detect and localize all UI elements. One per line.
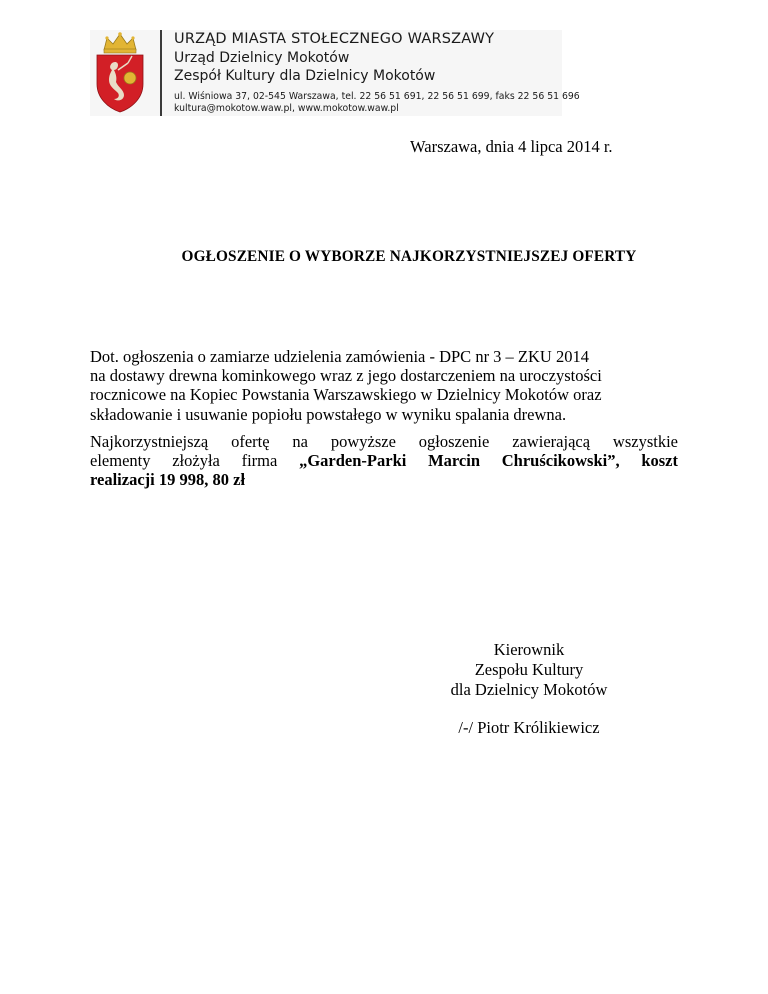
paragraph-line: Dot. ogłoszenia o zamiarze udzielenia zamówienia - DPC nr 3 – ZKU 2014 <box>90 347 589 366</box>
contact-line: kultura@mokotow.waw.pl, www.mokotow.waw.pl <box>174 103 399 114</box>
realization-cost: realizacji 19 998, 80 zł <box>90 470 246 490</box>
letterhead-text <box>174 30 580 115</box>
document-title: OGŁOSZENIE O WYBORZE NAJKORZYSTNIEJSZEJ OFERTY <box>181 248 637 265</box>
letterhead <box>90 30 580 116</box>
winning-company: „Garden-Parki Marcin Chruścikowski”, koszt <box>299 451 678 471</box>
department-name: Zespół Kultury dla Dzielnicy Mokotów <box>174 68 436 84</box>
address-line: ul. Wiśniowa 37, 02-545 Warszawa, tel. 22 56 51 691, 22 56 51 699, faks 22 56 51 696 <box>174 91 580 102</box>
document-date: Warszawa, dnia 4 lipca 2014 r. <box>410 137 613 156</box>
signature-position-1: Kierownik <box>493 640 565 659</box>
institution-name: URZĄD MIASTA STOŁECZNEGO WARSZAWY <box>174 31 495 47</box>
office-name: Urząd Dzielnicy Mokotów <box>174 50 350 66</box>
paragraph-line: na dostawy drewna kominkowego wraz z jego dostarczeniem na uroczystości <box>90 366 602 386</box>
paragraph-text: elementy złożyła firma <box>90 451 300 471</box>
signature-block <box>400 640 658 738</box>
signatory-name: /-/ Piotr Królikiewicz <box>458 718 600 737</box>
paragraph-line: Najkorzystniejszą ofertę na powyższe ogłoszenie zawierającą wszystkie <box>90 432 678 451</box>
paragraph-result <box>90 432 678 490</box>
letterhead-divider <box>160 30 162 116</box>
paragraph-line: rocznicowe na Kopiec Powstania Warszawskiego w Dzielnicy Mokotów oraz <box>90 385 602 405</box>
paragraph-reference <box>90 347 678 424</box>
paragraph-line <box>90 451 678 470</box>
signature-position-2: Zespołu Kultury <box>474 660 584 679</box>
paragraph-line: składowanie i usuwanie popiołu powstałego w wyniku spalania drewna. <box>90 404 567 424</box>
warsaw-coat-of-arms-icon <box>94 30 146 114</box>
signature-position-3: dla Dzielnicy Mokotów <box>450 680 608 699</box>
